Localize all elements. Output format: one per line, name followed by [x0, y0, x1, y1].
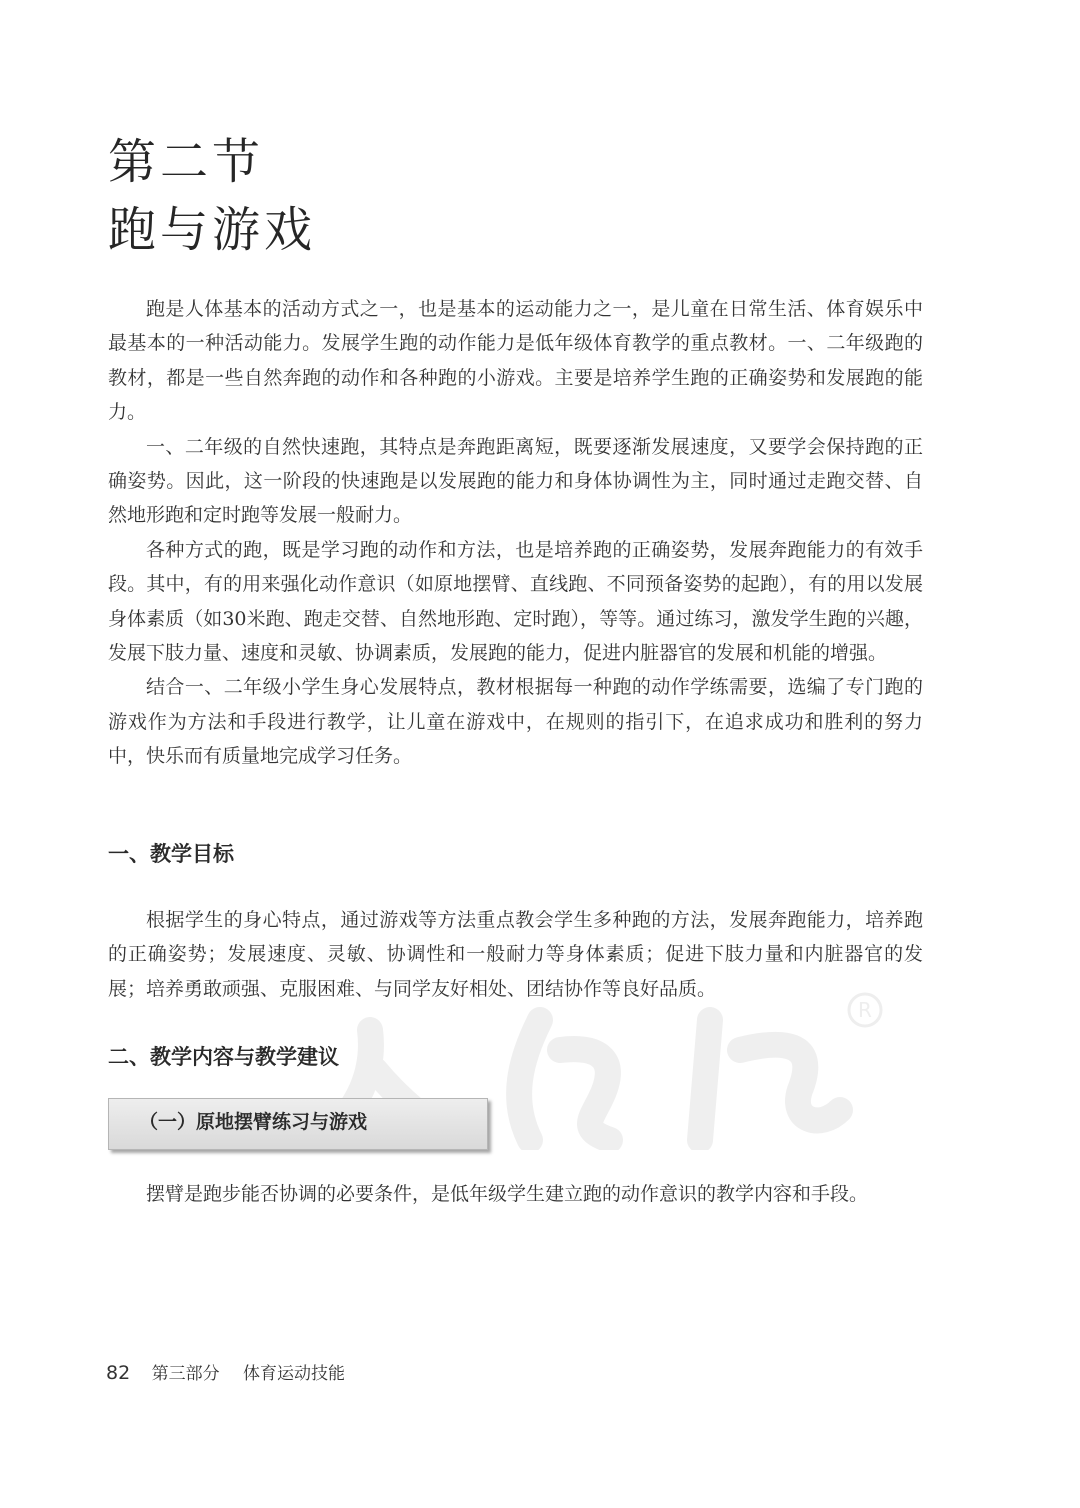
objectives-paragraph: 根据学生的身心特点，通过游戏等方法重点教会学生多种跑的方法，发展奔跑能力，培养跑的正确姿势；发展速度、灵敏、协调性和一般耐力等身体素质；促进下肢力量和内脏器官的发展；培养勇敢顽强、克服困难、与同学友好相处、团结协作等良好品质。: [108, 909, 923, 1000]
intro-paragraph: 各种方式的跑，既是学习跑的动作和方法，也是培养跑的正确姿势，发展奔跑能力的有效手段。其中，有的用来强化动作意识（如原地摆臂、直线跑、不同预备姿势的起跑），有的用以发展身体素质（如30米跑、跑走交替、自然地形跑、定时跑），等等。通过练习，激发学生跑的兴趣，发展下肢力量、速度和灵敏、协调素质，发展跑的能力，促进内脏器官的发展和机能的增强。: [108, 538, 923, 665]
footer-part: 第三部分: [151, 1364, 220, 1384]
objectives-text: [108, 903, 923, 1006]
intro-paragraph: 跑是人体基本的活动方式之一，也是基本的运动能力之一，是儿童在日常生活、体育娱乐中最基本的一种活动能力。发展学生跑的动作能力是低年级体育教学的重点教材。一、二年级跑的教材，都是一些自然奔跑的动作和各种跑的小游戏。主要是培养学生跑的正确姿势和发展跑的能力。: [108, 298, 923, 424]
section-heading-content: 二、教学内容与教学建议: [108, 1045, 339, 1069]
page-number: 82: [106, 1362, 131, 1384]
chapter-title: 跑与游戏: [108, 202, 317, 258]
intro-paragraph: 一、二年级的自然快速跑，其特点是奔跑距离短，既要逐渐发展速度，又要学会保持跑的正确姿势。因此，这一阶段的快速跑是以发展跑的能力和身体协调性为主，同时通过走跑交替、自然地形跑和定时跑等发展一般耐力。: [108, 435, 923, 527]
arm-swing-paragraph: 摆臂是跑步能否协调的必要条件，是低年级学生建立跑的动作意识的教学内容和手段。: [146, 1183, 869, 1205]
chapter-number: 第二节: [108, 134, 265, 190]
svg-text:R: R: [858, 998, 872, 1022]
footer-part-title: 体育运动技能: [243, 1364, 345, 1384]
section-heading-objectives: 一、教学目标: [108, 842, 234, 866]
arm-swing-text: [108, 1177, 923, 1211]
subsection-label: （一）原地摆臂练习与游戏: [139, 1111, 368, 1133]
intro-paragraph: 结合一、二年级小学生身心发展特点，教材根据每一种跑的动作学练需要，选编了专门跑的游戏作为方法和手段进行教学，让儿童在游戏中，在规则的指引下，在追求成功和胜利的努力中，快乐而有质量地完成学习任务。: [108, 676, 923, 768]
intro-text: [108, 292, 923, 774]
page-footer: [106, 1364, 345, 1383]
subsection-label-box: [108, 1098, 488, 1150]
